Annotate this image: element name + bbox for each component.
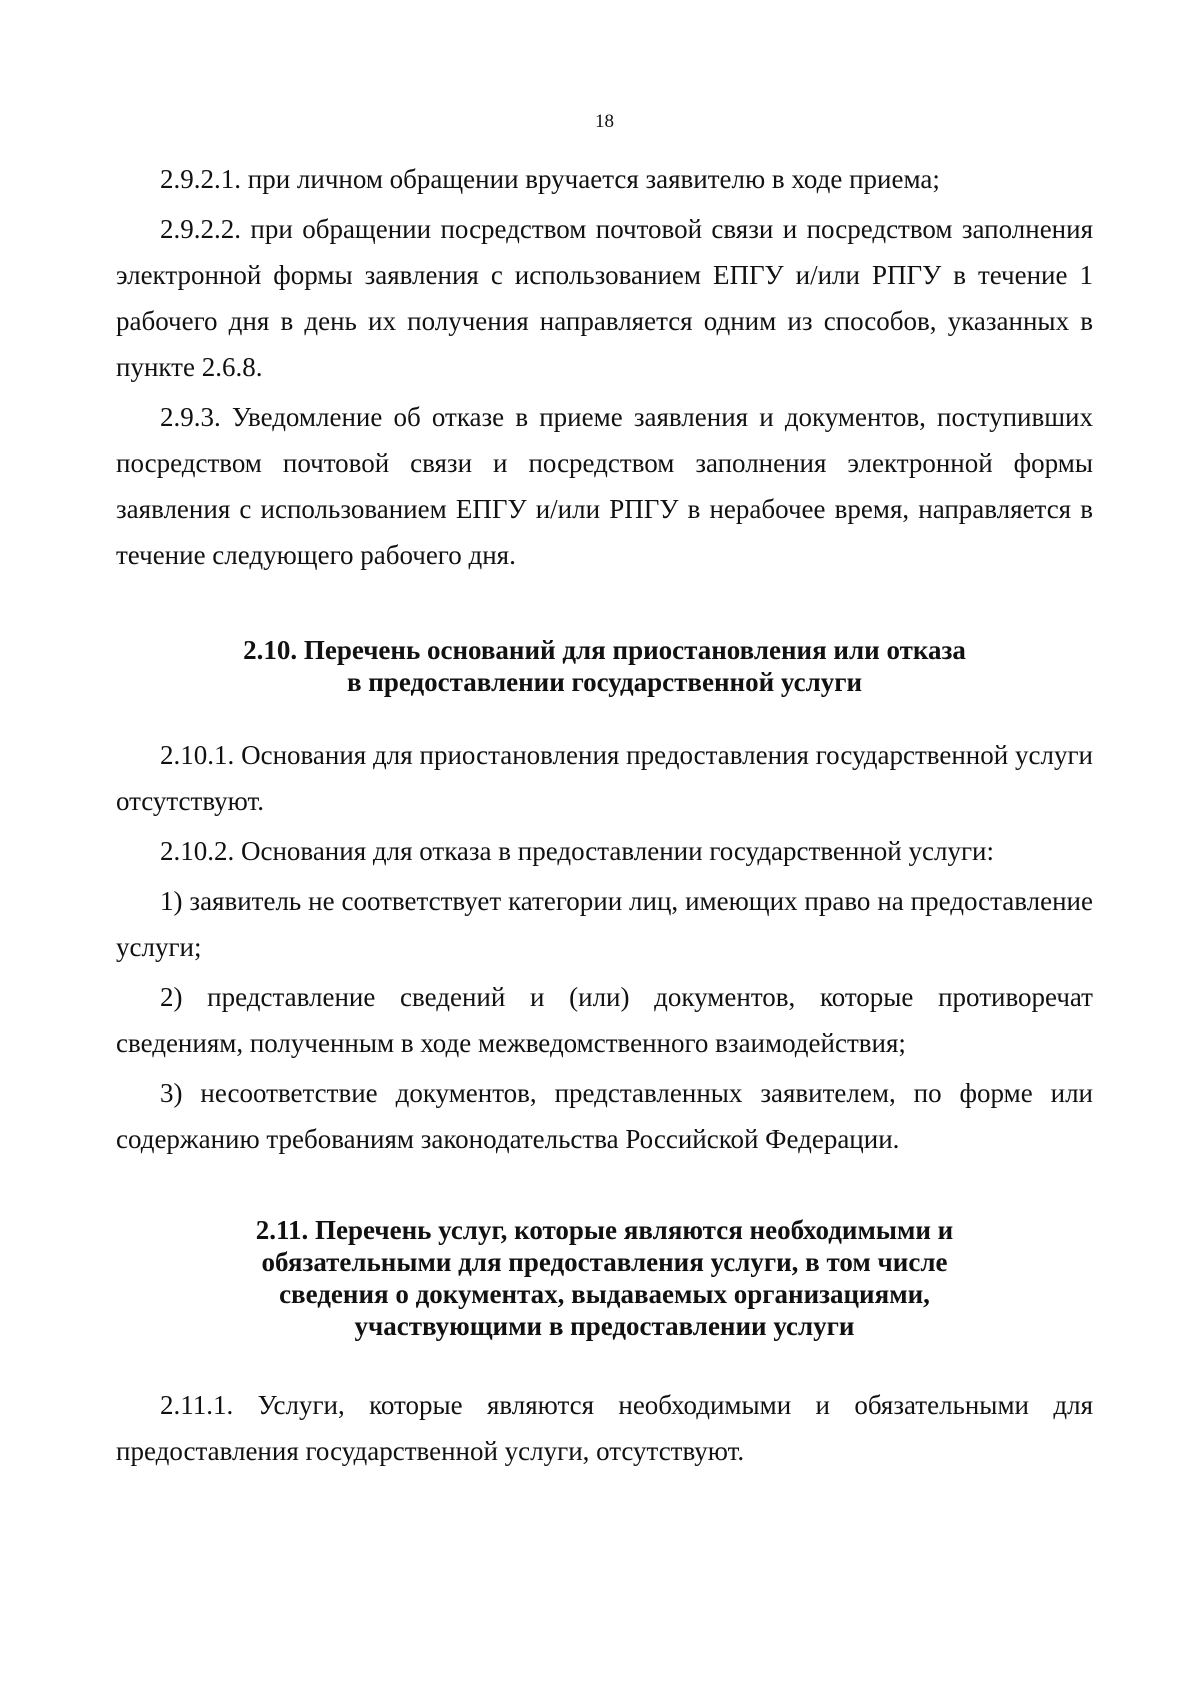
list-item-3: 3) несоответствие документов, представленных заявителем, по форме или содержанию требованиям законодательства Российской Федерации. xyxy=(116,1078,1093,1154)
paragraph-2-11-1: 2.11.1. Услуги, которые являются необходимыми и обязательными для предоставления государственной услуги, отсутствуют. xyxy=(116,1390,1093,1466)
paragraph-2-9-2-1: 2.9.2.1. при личном обращении вручается заявителю в ходе приема; xyxy=(160,164,940,194)
paragraph-2-10-2: 2.10.2. Основания для отказа в предоставлении государственной услуги: xyxy=(160,836,994,866)
paragraph-2-9-3: 2.9.3. Уведомление об отказе в приеме заявления и документов, поступивших посредством почтовой связи и посредством заполнения электронной формы заявления с использованием ЕПГУ и/или РПГУ в нерабочее время, направляется в течение следующего рабочего дня. xyxy=(116,402,1093,570)
section-heading-2-11-line1: 2.11. Перечень услуг, которые являются необходимыми и xyxy=(255,1215,954,1245)
section-heading-2-11-line2: обязательными для предоставления услуги, в том числе xyxy=(261,1247,948,1277)
section-heading-2-10-line1: 2.10. Перечень оснований для приостановления или отказа xyxy=(243,635,966,665)
section-heading-2-11-line4: участвующими в предоставлении услуги xyxy=(354,1311,855,1341)
list-item-2: 2) представление сведений и (или) документов, которые противоречат сведениям, полученным в ходе межведомственного взаимодействия; xyxy=(116,982,1093,1058)
section-heading-2-11-line3: сведения о документах, выдаваемых организациями, xyxy=(279,1279,930,1309)
section-heading-2-10-line2: в предоставлении государственной услуги xyxy=(346,667,863,697)
document-page xyxy=(116,110,1093,1478)
section-heading-2-10 xyxy=(116,634,1093,698)
paragraph-2-9-2-2: 2.9.2.2. при обращении посредством почтовой связи и посредством заполнения электронной формы заявления с использованием ЕПГУ и/или РПГУ в течение 1 рабочего дня в день их получения направляется одним из способов, указанных в пункте 2.6.8. xyxy=(116,214,1093,382)
section-heading-2-11 xyxy=(116,1214,1093,1342)
page-number: 18 xyxy=(595,111,614,132)
list-item-1: 1) заявитель не соответствует категории лиц, имеющих право на предоставление услуги; xyxy=(116,886,1093,962)
paragraph-2-10-1: 2.10.1. Основания для приостановления предоставления государственной услуги отсутствуют. xyxy=(116,740,1093,816)
